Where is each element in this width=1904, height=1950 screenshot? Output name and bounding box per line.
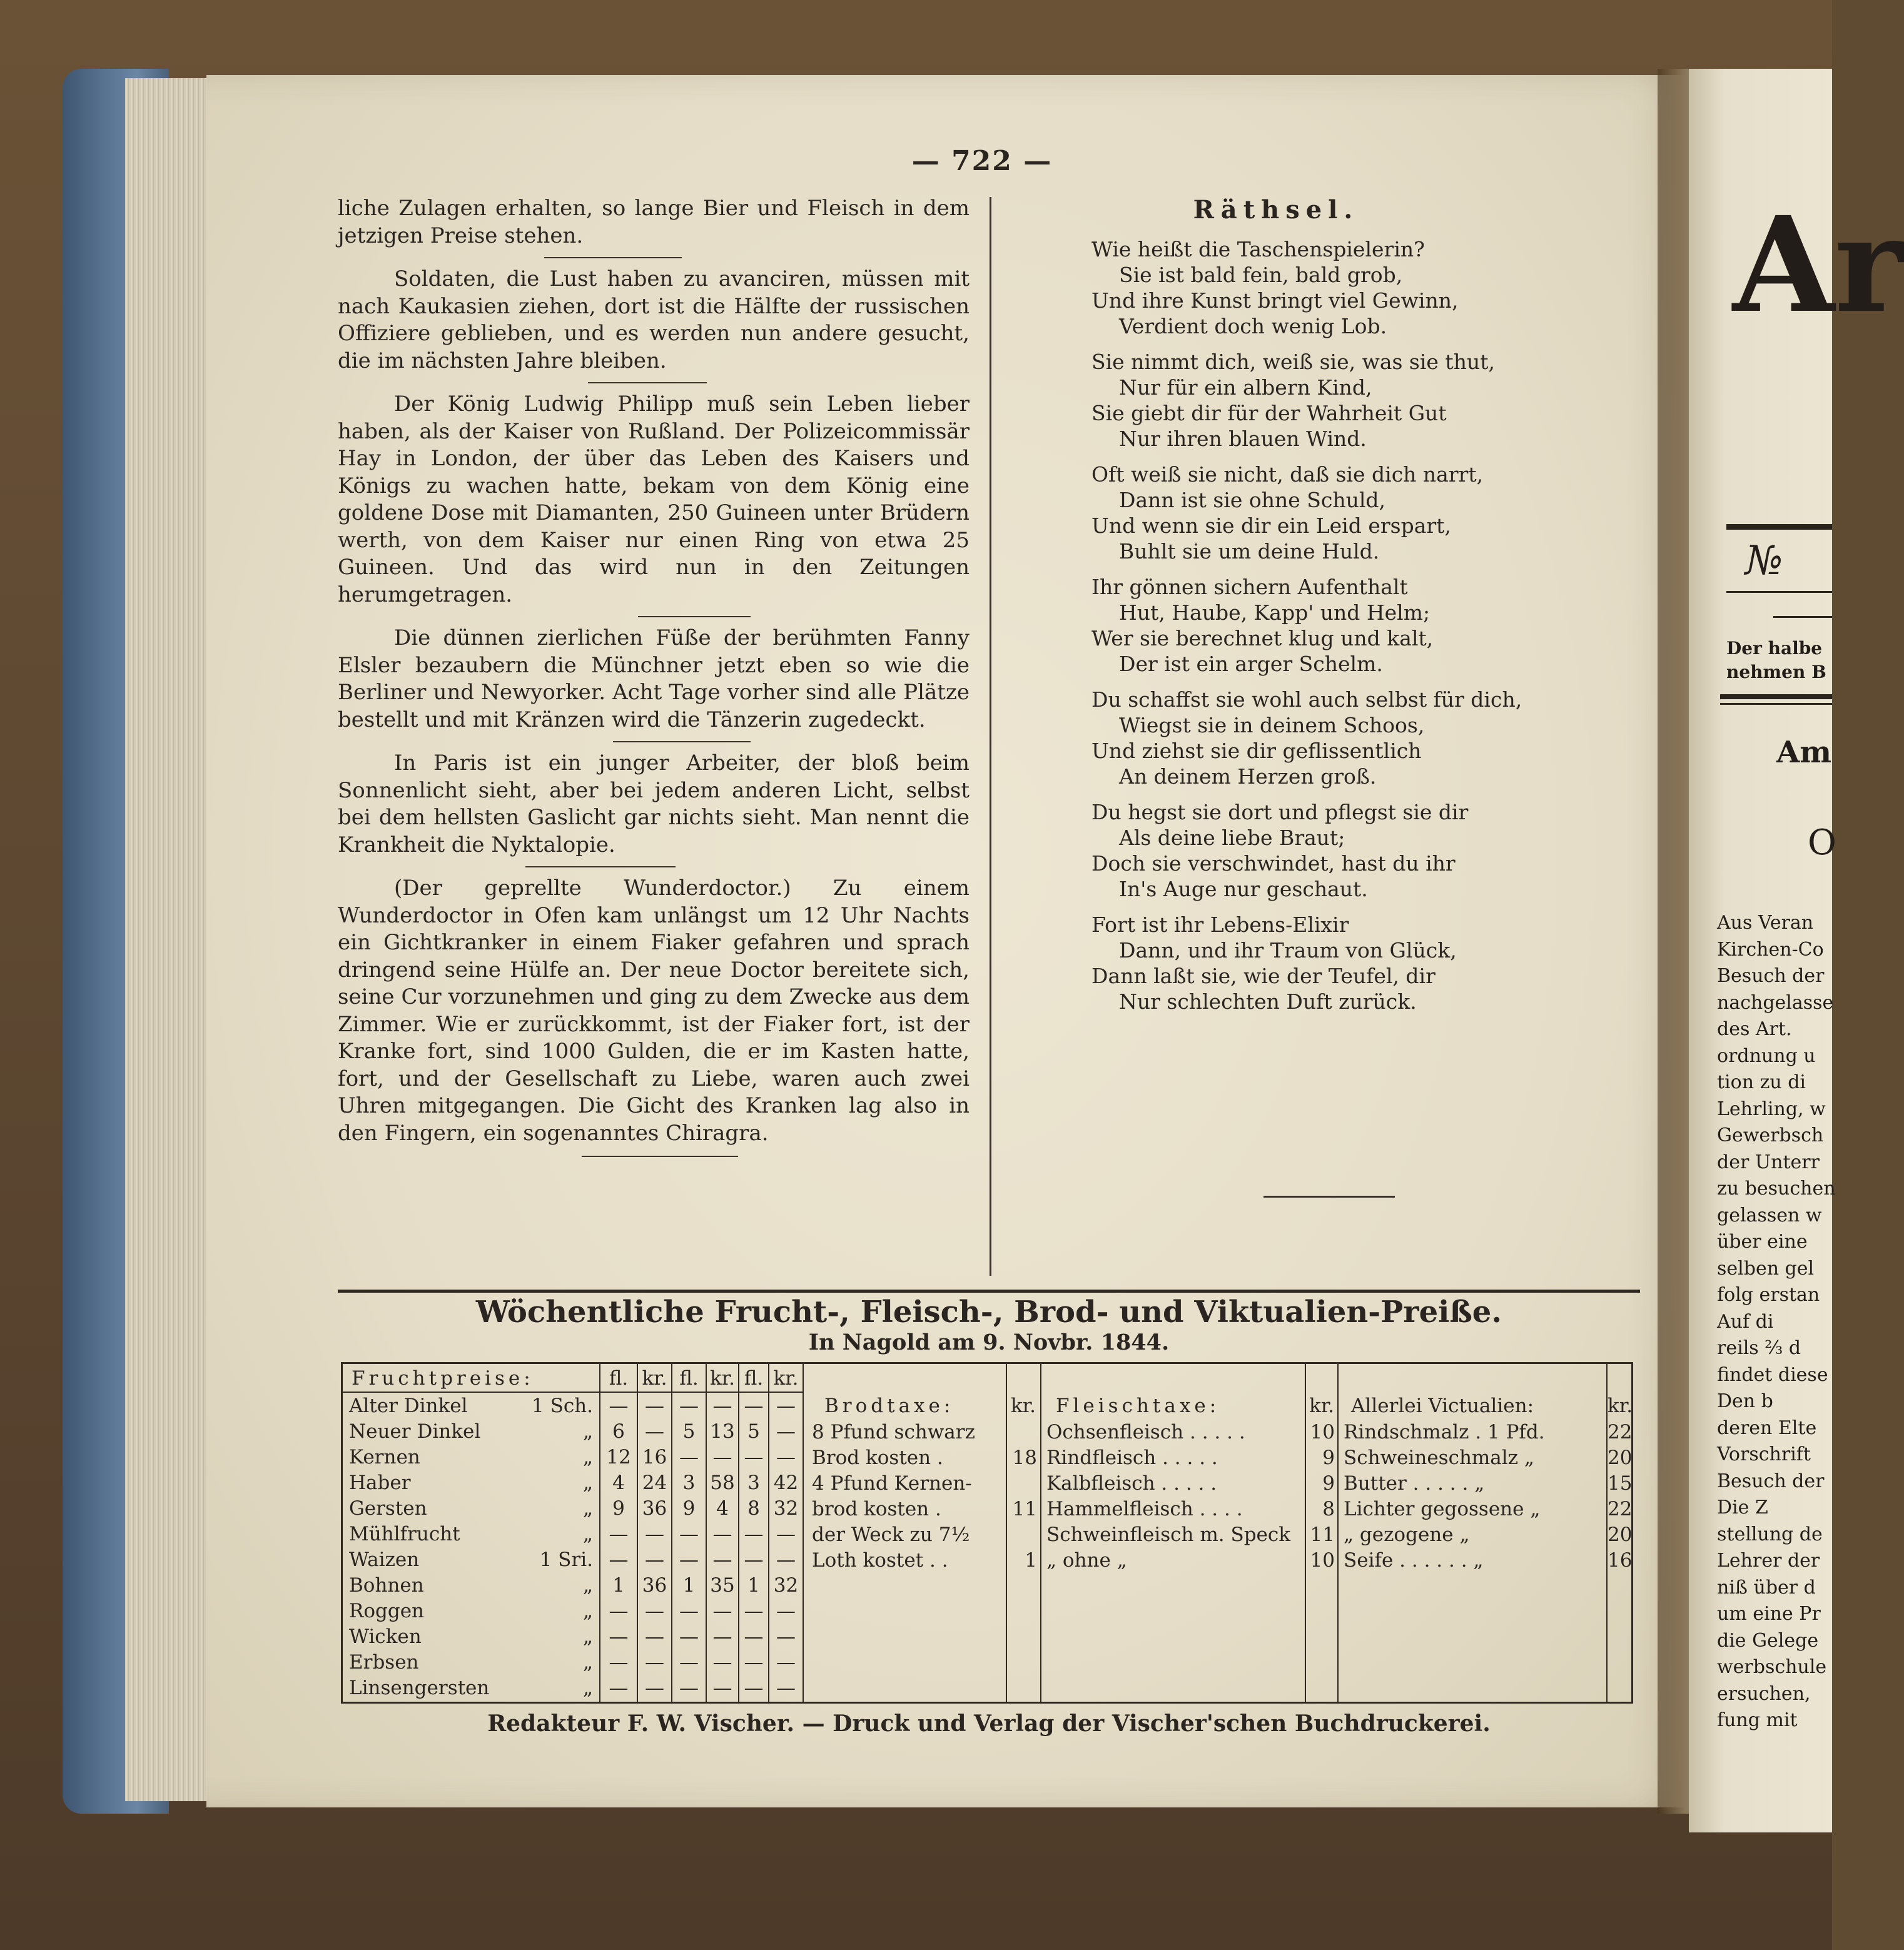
fruit-name: Haber <box>349 1472 411 1494</box>
victual-kr: 22 <box>1608 1421 1633 1443</box>
fruit-value: — <box>609 1523 629 1545</box>
fruit-value: — <box>609 1395 629 1417</box>
fruit-value: — <box>712 1600 732 1622</box>
imprint-footer: Redakteur F. W. Vischer. — Druck und Verlag der Vischer'schen Buchdruckerei. <box>487 1710 1491 1737</box>
fruit-value: — <box>712 1446 732 1468</box>
news-paragraph: Die dünnen zierlichen Füße der berühmten Fanny Elsler bezaubern die Münchner jetzt eben so wie die Berliner und Newyorker. Acht Tage vorher sind alle Plätze bestellt und mit Kränzen wird die Tänzerin zugedeckt. <box>338 625 970 732</box>
fruit-value: — <box>776 1677 796 1699</box>
right-page-text-fragment: stellung de <box>1717 1523 1823 1545</box>
poem-line: Buhlt sie um deine Huld. <box>1119 539 1380 563</box>
initial-fragment: O <box>1808 822 1836 863</box>
right-page-text-fragment: selben gel <box>1717 1257 1815 1280</box>
bread-line: Brod kosten . <box>812 1447 943 1469</box>
column-divider <box>990 197 991 1276</box>
poem-line: Wiegst sie in deinem Schoos, <box>1119 713 1425 737</box>
fruit-value: — <box>609 1548 629 1571</box>
fruit-value: 32 <box>773 1497 799 1520</box>
poem-line: Hut, Haube, Kapp' und Helm; <box>1119 600 1431 625</box>
right-page-text-fragment: ersuchen, <box>1717 1682 1811 1705</box>
fruit-name: Erbsen <box>349 1651 419 1674</box>
fruit-value: — <box>609 1625 629 1648</box>
fruit-value: — <box>645 1651 664 1674</box>
fruit-value: — <box>776 1446 796 1468</box>
victual-kr: 20 <box>1608 1447 1633 1469</box>
right-page-text-fragment: reils ²⁄₃ d <box>1717 1337 1801 1359</box>
fruit-col-head: fl. <box>609 1367 629 1390</box>
poem-line: Und ihre Kunst bringt viel Gewinn, <box>1091 288 1459 313</box>
fruit-value: — <box>744 1600 764 1622</box>
right-page-text-fragment: die Gelege <box>1717 1629 1819 1652</box>
fruit-value: — <box>776 1420 796 1443</box>
poem-line: Fort ist ihr Lebens-Elixir <box>1091 912 1349 937</box>
fruit-unit: 1 Sri. <box>539 1548 593 1571</box>
poem-line: Verdient doch wenig Lob. <box>1119 314 1387 338</box>
meat-kr: 10 <box>1310 1421 1335 1443</box>
poem-line: An deinem Herzen groß. <box>1119 764 1377 789</box>
fruit-value: — <box>776 1600 796 1622</box>
fruit-value: — <box>679 1523 699 1545</box>
right-page-text-fragment: findet diese <box>1717 1363 1828 1386</box>
separator-rule <box>338 734 970 750</box>
fruit-col-head: kr. <box>773 1367 799 1390</box>
fruit-value: — <box>776 1625 796 1648</box>
fruit-value: — <box>645 1420 664 1443</box>
poem-line: In's Auge nur geschaut. <box>1119 877 1368 901</box>
bread-kr: 18 <box>1012 1447 1037 1469</box>
fruit-value: — <box>744 1548 764 1571</box>
bread-kr: 1 <box>1025 1549 1037 1572</box>
fruit-value: — <box>645 1395 664 1417</box>
right-page-text-fragment: gelassen w <box>1717 1204 1822 1226</box>
meat-kr: 8 <box>1322 1498 1335 1520</box>
section-heading-fragment: Am <box>1776 735 1832 770</box>
fruit-col-head: kr. <box>709 1367 736 1390</box>
poem-line: Ihr gönnen sichern Aufenthalt <box>1091 575 1408 599</box>
poem <box>1091 236 1579 1014</box>
fruit-unit: „ <box>582 1497 593 1520</box>
fruit-value: 32 <box>773 1574 799 1597</box>
news-paragraph: liche Zulagen erhalten, so lange Bier und Fleisch in dem jetzigen Preise stehen. <box>338 196 970 248</box>
fruit-value: 5 <box>747 1420 760 1443</box>
poem-stanza <box>1091 799 1579 902</box>
masthead-fragment: Ar <box>1733 188 1904 342</box>
fruit-value: 36 <box>642 1574 667 1597</box>
right-page-text-fragment: zu besuchen <box>1717 1178 1836 1200</box>
fruit-value: 24 <box>642 1472 667 1494</box>
right-page-text-fragment: Vorschrift <box>1717 1443 1811 1465</box>
subscription-line: Der halbe <box>1726 638 1823 659</box>
fruit-value: — <box>609 1600 629 1622</box>
right-page-text-fragment: tion zu di <box>1717 1071 1806 1093</box>
fruit-value: 3 <box>747 1472 760 1494</box>
fruit-value: 3 <box>682 1472 696 1494</box>
fruit-name: Bohnen <box>349 1574 424 1597</box>
separator-rule <box>338 250 970 266</box>
poem-line: Du hegst sie dort und pflegst sie dir <box>1091 800 1469 824</box>
fruit-name: Neuer Dinkel <box>349 1420 481 1443</box>
fruit-value: — <box>679 1625 699 1648</box>
separator-rule <box>338 375 970 391</box>
fruit-value: — <box>645 1523 664 1545</box>
poem-line: Als deine liebe Braut; <box>1119 826 1345 850</box>
poem-line: Nur ihren blauen Wind. <box>1119 427 1367 451</box>
right-page-text-fragment: Kirchen-Co <box>1717 938 1824 961</box>
separator-rule <box>338 859 970 875</box>
fruit-value: 5 <box>682 1420 696 1443</box>
meat-kr: 9 <box>1322 1447 1335 1469</box>
poem-end-rule <box>1263 1196 1395 1198</box>
fruit-value: — <box>609 1677 629 1699</box>
fruit-unit: „ <box>582 1523 593 1545</box>
right-page-text-fragment: werbschule <box>1717 1656 1827 1678</box>
price-table-subtitle: In Nagold am 9. Novbr. 1844. <box>808 1330 1170 1355</box>
fruit-value: — <box>712 1651 732 1674</box>
fruit-value: — <box>744 1395 764 1417</box>
page-number: — 722 — <box>911 145 1053 177</box>
poem-line: Wie heißt die Taschenspielerin? <box>1091 237 1425 261</box>
ornament-rule <box>1773 616 1832 618</box>
subscription-line: nehmen B <box>1726 662 1826 682</box>
poem-stanza <box>1091 687 1579 789</box>
left-column <box>338 195 970 1166</box>
fruit-unit: „ <box>582 1625 593 1648</box>
separator-rule <box>338 1147 970 1166</box>
poem-stanza <box>1091 462 1579 564</box>
table-rule <box>1040 1364 1041 1702</box>
meat-item: Rindfleisch . . . . . <box>1046 1447 1218 1469</box>
right-page-text-fragment: Den b <box>1717 1390 1773 1412</box>
meat-kr-head: kr. <box>1309 1395 1335 1417</box>
bread-kr-head: kr. <box>1010 1395 1036 1417</box>
fruit-value: — <box>744 1677 764 1699</box>
right-page-text-fragment: der Unterr <box>1717 1151 1820 1173</box>
fruit-name: Gersten <box>349 1497 427 1520</box>
bread-line: der Weck zu 7½ <box>812 1523 970 1546</box>
bread-header: Brodtaxe: <box>824 1395 955 1417</box>
right-page-text-fragment: Die Z <box>1717 1497 1768 1518</box>
fruit-unit: „ <box>582 1600 593 1622</box>
right-page-text-fragment: deren Elte <box>1717 1417 1817 1439</box>
fruit-unit: „ <box>582 1677 593 1699</box>
fruit-value: — <box>712 1677 732 1699</box>
fruit-value: — <box>744 1523 764 1545</box>
fruit-value: — <box>679 1677 699 1699</box>
victual-kr: 20 <box>1608 1523 1633 1546</box>
rule <box>1726 591 1832 593</box>
fruit-value: — <box>776 1523 796 1545</box>
right-page-text-fragment: niß über d <box>1717 1576 1816 1599</box>
fruit-unit: „ <box>582 1651 593 1674</box>
poem-line: Und wenn sie dir ein Leid erspart, <box>1091 513 1451 538</box>
fruit-col-head: fl. <box>744 1367 764 1390</box>
rule <box>1720 703 1832 705</box>
fruit-value: — <box>712 1548 732 1571</box>
poem-line: Du schaffst sie wohl auch selbst für dich, <box>1091 687 1522 712</box>
right-page-text-fragment: Lehrling, w <box>1717 1098 1826 1120</box>
fruit-value: 12 <box>606 1446 631 1468</box>
fruit-name: Wicken <box>349 1625 422 1648</box>
right-page-text-fragment: fung mit <box>1717 1709 1798 1731</box>
fruit-value: — <box>679 1446 699 1468</box>
poem-line: Doch sie verschwindet, hast du ihr <box>1091 851 1456 876</box>
fruit-unit: 1 Sch. <box>532 1395 593 1417</box>
fruit-value: — <box>609 1651 629 1674</box>
fruit-name: Waizen <box>349 1548 420 1571</box>
fruit-name: Alter Dinkel <box>349 1395 468 1417</box>
news-paragraph: Der König Ludwig Philipp muß sein Leben lieber haben, als der Kaiser von Rußland. Der Polizeicommissär Hay in London, der über das Leben des Kaisers und Königs zu wachen hatte, bekam von dem König eine goldene Dose mit Diamanten, 250 Guineen unter Brüdern werth, von dem Kaiser nur einen Ring von etwa 25 Guineen. Und das wird nun in den Zeitungen herumgetragen. <box>338 392 970 607</box>
fruit-value: 4 <box>612 1472 625 1494</box>
issue-number-fragment: № <box>1745 538 1783 584</box>
bread-line: brod kosten . <box>812 1498 941 1520</box>
fruit-value: — <box>645 1600 664 1622</box>
fruit-value: 4 <box>716 1497 729 1520</box>
fruit-value: — <box>679 1395 699 1417</box>
table-rule <box>1337 1364 1339 1702</box>
news-paragraph: In Paris ist ein junger Arbeiter, der bloß beim Sonnenlicht sieht, aber bei jedem anderen Licht, selbst bei dem hellsten Gaslicht gar nichts sieht. Man nennt die Krankheit die Nyktalopie. <box>338 750 970 857</box>
fruit-value: — <box>645 1677 664 1699</box>
bread-line: 8 Pfund schwarz <box>812 1421 975 1443</box>
meat-item: Kalbfleisch . . . . . <box>1046 1472 1217 1495</box>
fruit-value: — <box>679 1548 699 1571</box>
fruit-value: — <box>744 1625 764 1648</box>
right-page-text-fragment: nachgelasse <box>1717 991 1834 1014</box>
fruit-value: 9 <box>682 1497 696 1520</box>
poem-line: Wer sie berechnet klug und kalt, <box>1091 626 1434 650</box>
poem-line: Sie ist bald fein, bald grob, <box>1119 263 1403 287</box>
separator-rule <box>338 609 970 625</box>
right-page-text-fragment: um eine Pr <box>1717 1603 1821 1625</box>
poem-line: Nur für ein albern Kind, <box>1119 375 1372 400</box>
fruit-value: 13 <box>710 1420 735 1443</box>
news-paragraph: (Der geprellte Wunderdoctor.) Zu einem Wunderdoctor in Ofen kam unlängst um 12 Uhr Nachts ein Gichtkranker in einem Fiaker gefahren und sprach dringend seine Hülfe an. Der neue Doctor bereitete sich, seine Cur vorzunehmen und ging zu dem Zwecke aus dem Zimmer. Wie er zurückkommt, ist der Fiaker fort, ist der Kranke fort, sind 1000 Gulden, die er im Kasten hatte, fort, und der Gesellschaft zu Liebe, waren auch zwei Uhren mitgegangen. Die Gicht des Kranken lag also in den Fingern, ein sogenanntes Chiragra. <box>338 876 970 1146</box>
fruit-unit: „ <box>582 1446 593 1468</box>
fruit-value: — <box>776 1395 796 1417</box>
poem-line: Nur schlechten Duft zurück. <box>1119 989 1417 1014</box>
victuals-kr-head: kr. <box>1608 1395 1633 1417</box>
victuals-header: Allerlei Victualien: <box>1351 1395 1534 1417</box>
right-page-text-fragment: Gewerbsch <box>1717 1124 1824 1146</box>
poem-line: Dann, und ihr Traum von Glück, <box>1119 938 1457 962</box>
meat-item: Schweinfleisch m. Speck <box>1046 1523 1291 1546</box>
fruit-col-head: kr. <box>642 1367 667 1390</box>
fruit-value: — <box>744 1446 764 1468</box>
fruit-value: 1 <box>612 1574 625 1597</box>
fruit-value: 6 <box>612 1420 625 1443</box>
bread-line: Loth kostet . . <box>812 1549 948 1572</box>
meat-header: Fleischtaxe: <box>1056 1395 1220 1417</box>
right-page-text-fragment: Besuch der <box>1717 965 1825 987</box>
fruit-name: Mühlfrucht <box>349 1523 460 1545</box>
fruit-name: Roggen <box>349 1600 425 1622</box>
poem-line: Oft weiß sie nicht, daß sie dich narrt, <box>1091 462 1484 487</box>
right-page-text-fragment: Besuch der <box>1717 1470 1825 1492</box>
rule <box>1726 524 1832 530</box>
right-page-text-fragment: ordnung u <box>1717 1044 1816 1067</box>
rule <box>1720 694 1832 699</box>
victual-kr: 15 <box>1608 1472 1633 1495</box>
fruit-value: — <box>776 1651 796 1674</box>
victual-item: Butter . . . . . „ <box>1344 1472 1485 1495</box>
victual-kr: 16 <box>1608 1549 1633 1572</box>
meat-kr: 11 <box>1310 1523 1335 1546</box>
fruit-value: 1 <box>682 1574 696 1597</box>
price-table <box>341 1362 1633 1704</box>
poem-line: Und ziehst sie dir geflissentlich <box>1091 739 1422 763</box>
victual-item: Schweineschmalz „ <box>1344 1447 1534 1469</box>
fruit-value: 58 <box>710 1472 735 1494</box>
fruit-value: — <box>744 1651 764 1674</box>
poem-line: Der ist ein arger Schelm. <box>1119 652 1383 676</box>
victual-item: Lichter gegossene „ <box>1344 1498 1541 1520</box>
right-page-text-fragment: über eine <box>1717 1231 1808 1253</box>
fruit-value: — <box>712 1395 732 1417</box>
poem-title: Räthsel. <box>1193 195 1359 225</box>
fruit-name: Kernen <box>349 1446 420 1468</box>
meat-kr: 9 <box>1322 1472 1335 1495</box>
fruit-value: 1 <box>747 1574 760 1597</box>
meat-item: Ochsenfleisch . . . . . <box>1046 1421 1245 1443</box>
poem-stanza <box>1091 574 1579 677</box>
meat-kr: 10 <box>1310 1549 1335 1572</box>
fruit-unit: „ <box>582 1420 593 1443</box>
victual-item: Seife . . . . . . „ <box>1344 1549 1484 1572</box>
price-table-title: Wöchentliche Frucht-, Fleisch-, Brod- und Viktualien-Preiße. <box>475 1295 1502 1330</box>
fruit-value: — <box>679 1600 699 1622</box>
fruit-value: 35 <box>710 1574 735 1597</box>
poem-stanza <box>1091 912 1579 1014</box>
news-paragraph: Soldaten, die Lust haben zu avanciren, müssen mit nach Kaukasien ziehen, dort ist die Hälfte der russischen Offiziere geblieben, und es werden nun andere gesucht, die im nächsten Jahre bleiben. <box>338 266 970 373</box>
right-page-text-fragment: Aus Veran <box>1717 912 1814 934</box>
fruit-value: — <box>645 1548 664 1571</box>
poem-line: Dann laßt sie, wie der Teufel, dir <box>1091 964 1436 988</box>
table-rule <box>803 1364 804 1702</box>
right-page-text-fragment: folg erstan <box>1717 1284 1820 1306</box>
fruit-value: — <box>645 1625 664 1648</box>
right-page-text-fragment: Lehrer der <box>1717 1550 1820 1572</box>
fruit-value: 16 <box>642 1446 667 1468</box>
fruit-name: Linsengersten <box>349 1677 490 1699</box>
bread-kr: 11 <box>1012 1498 1037 1520</box>
fruit-value: — <box>776 1548 796 1571</box>
fruit-unit: „ <box>582 1574 593 1597</box>
fruit-value: — <box>712 1625 732 1648</box>
bread-line: 4 Pfund Kernen- <box>812 1472 972 1495</box>
poem-stanza <box>1091 349 1579 452</box>
poem-line: Sie giebt dir für der Wahrheit Gut <box>1091 401 1447 425</box>
fruit-value: — <box>679 1651 699 1674</box>
victual-item: Rindschmalz . 1 Pfd. <box>1344 1421 1545 1443</box>
fruit-value: 36 <box>642 1497 667 1520</box>
fruit-value: — <box>712 1523 732 1545</box>
fruit-col-head: fl. <box>679 1367 699 1390</box>
poem-line: Sie nimmt dich, weiß sie, was sie thut, <box>1091 350 1495 374</box>
right-page-text-fragment: Auf di <box>1717 1310 1774 1333</box>
victual-item: „ gezogene „ <box>1344 1523 1470 1546</box>
fruit-value: 42 <box>773 1472 799 1494</box>
fruit-unit: „ <box>582 1472 593 1494</box>
fruit-value: 8 <box>747 1497 760 1520</box>
meat-item: Hammelfleisch . . . . <box>1046 1498 1243 1520</box>
poem-line: Dann ist sie ohne Schuld, <box>1119 488 1386 512</box>
poem-stanza <box>1091 236 1579 339</box>
meat-item: „ ohne „ <box>1046 1549 1127 1572</box>
fruit-header: Fruchtpreise: <box>352 1367 534 1390</box>
right-page-text-fragment: des Art. <box>1717 1018 1792 1040</box>
table-top-rule <box>338 1290 1640 1293</box>
fruit-value: 9 <box>612 1497 625 1520</box>
victual-kr: 22 <box>1608 1498 1633 1520</box>
